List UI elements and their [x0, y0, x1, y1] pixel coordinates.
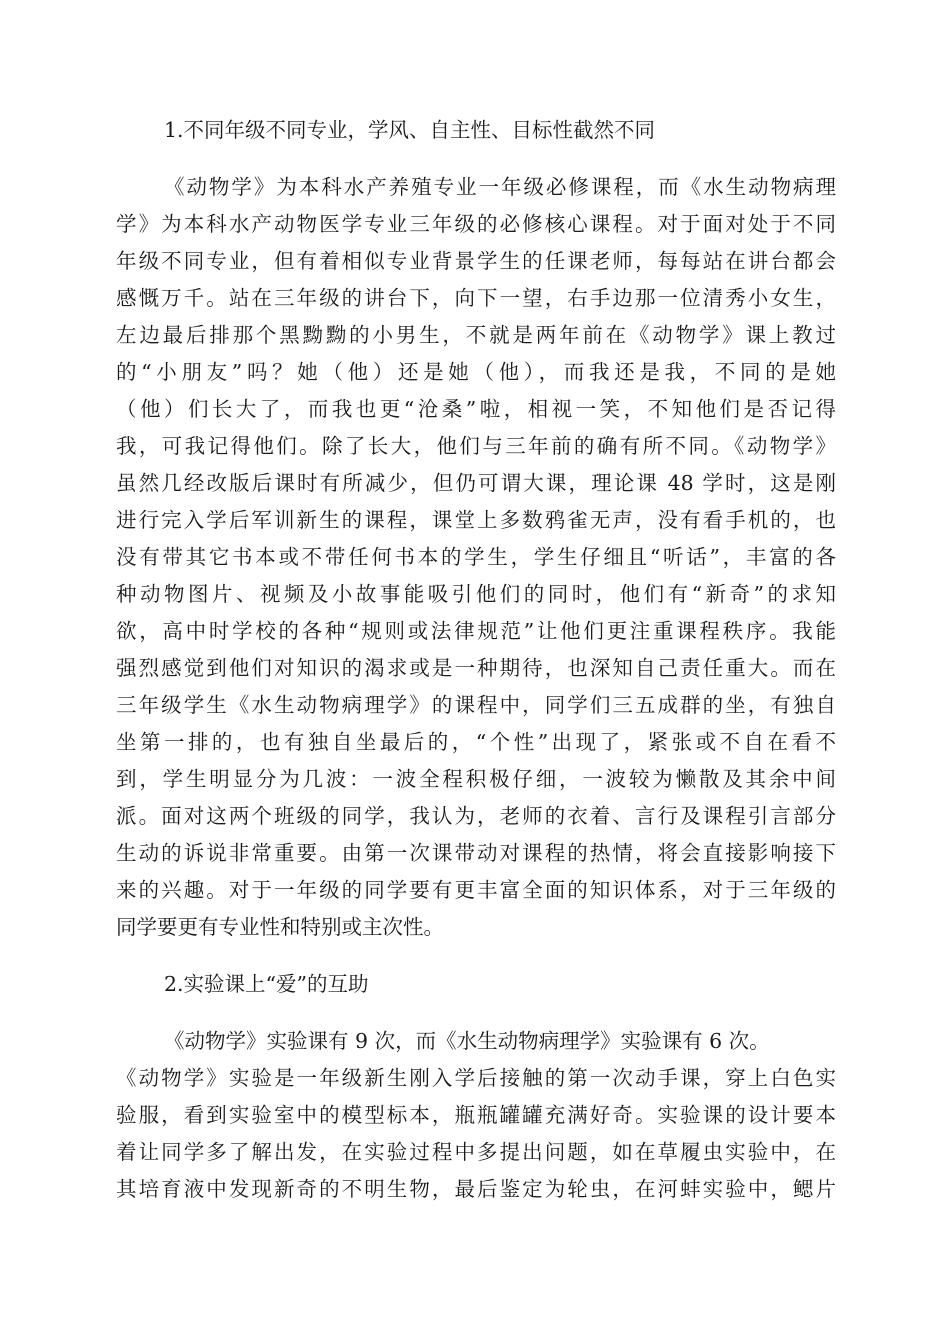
paragraph-line: 进行完入学后军训新生的课程，课堂上多数鸦雀无声，没有看手机的，也 [116, 508, 836, 532]
paragraph-line: 派。面对这两个班级的同学，我认为，老师的衣着、言行及课程引言部分 [116, 804, 836, 828]
paragraph-line: 没有带其它书本或不带任何书本的学生，学生仔细且“听话”，丰富的各 [116, 545, 836, 569]
section-1-heading: 1.不同年级不同专业，学风、自主性、目标性截然不同 [164, 118, 656, 142]
paragraph-line: 的“小朋友”吗？她（他）还是她（他），而我还是我，不同的是她 [116, 360, 836, 384]
paragraph-line: 验服，看到实验室中的模型标本，瓶瓶罐罐充满好奇。实验课的设计要本 [116, 1103, 836, 1127]
paragraph-line: 虽然几经改版后课时有所减少，但仍可谓大课，理论课 48 学时，这是刚 [116, 471, 836, 495]
paragraph-line: 左边最后排那个黑黝黝的小男生，不就是两年前在《动物学》课上教过 [116, 323, 836, 347]
paragraph-line: 到，学生明显分为几波：一波全程积极仔细，一波较为懒散及其余中间 [116, 767, 836, 791]
paragraph-line: 其培育液中发现新奇的不明生物，最后鉴定为轮虫，在河蚌实验中，鳃片 [116, 1177, 836, 1201]
paragraph-line: 《动物学》为本科水产养殖专业一年级必修课程，而《水生动物病理 [164, 175, 836, 199]
paragraph-line: 种动物图片、视频及小故事能吸引他们的同时，他们有“新奇”的求知 [116, 582, 836, 606]
paragraph-line: 强烈感觉到他们对知识的渴求或是一种期待，也深知自己责任重大。而在 [116, 656, 836, 680]
paragraph-line: 我，可我记得他们。除了长大，他们与三年前的确有所不同。《动物学》 [116, 434, 836, 458]
paragraph-line: （他）们长大了，而我也更“沧桑”啦，相视一笑，不知他们是否记得 [116, 397, 836, 421]
paragraph-line: 感慨万千。站在三年级的讲台下，向下一望，右手边那一位清秀小女生， [116, 286, 836, 310]
paragraph-line: 来的兴趣。对于一年级的同学要有更丰富全面的知识体系，对于三年级的 [116, 878, 836, 902]
paragraph-line: 三年级学生《水生动物病理学》的课程中，同学们三五成群的坐，有独自 [116, 693, 836, 717]
paragraph-line: 《动物学》实验课有 9 次，而《水生动物病理学》实验课有 6 次。 [164, 1029, 770, 1053]
paragraph-line: 年级不同专业，但有着相似专业背景学生的任课老师，每每站在讲台都会 [116, 249, 836, 273]
paragraph-line: 同学要更有专业性和特别或主次性。 [116, 915, 444, 939]
paragraph-line: 《动物学》实验是一年级新生刚入学后接触的第一次动手课，穿上白色实 [116, 1066, 836, 1090]
paragraph-line: 着让同学多了解出发，在实验过程中多提出问题，如在草履虫实验中，在 [116, 1140, 836, 1164]
paragraph-line: 生动的诉说非常重要。由第一次课带动对课程的热情，将会直接影响接下 [116, 841, 836, 865]
section-2-heading: 2.实验课上“爱”的互助 [164, 972, 369, 996]
paragraph-line: 坐第一排的，也有独自坐最后的，“个性”出现了，紧张或不自在看不 [116, 730, 836, 754]
paragraph-line: 欲，高中时学校的各种“规则或法律规范”让他们更注重课程秩序。我能 [116, 619, 836, 643]
paragraph-line: 学》为本科水产动物医学专业三年级的必修核心课程。对于面对处于不同 [116, 212, 836, 236]
